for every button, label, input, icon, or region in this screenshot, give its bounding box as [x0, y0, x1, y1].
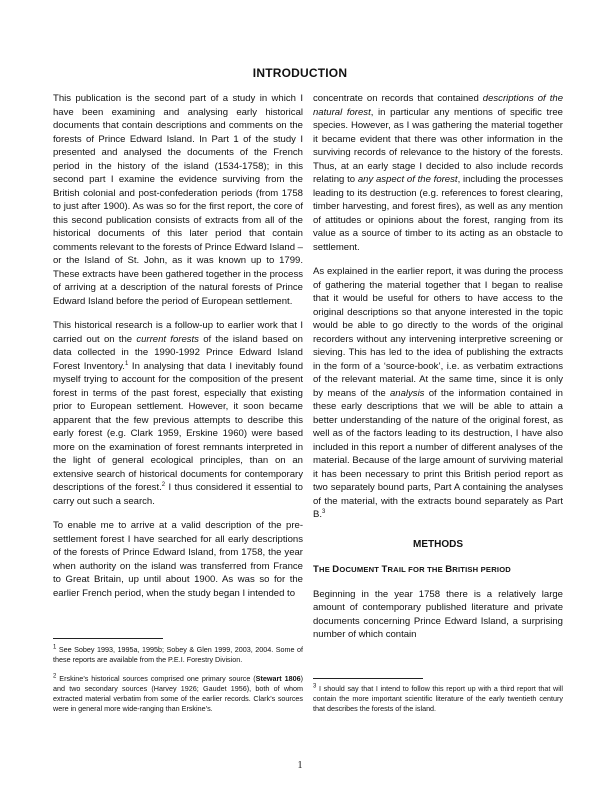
cap: T [313, 564, 320, 575]
paragraph [313, 92, 563, 254]
text-run: of the information contained in these early descriptions that we will be able to attain a better understanding of the nature of the original forest, as well as of the factors leading to its destruction, I have also included in this report a number of different analyses of the material. Because of the large amount of surviving material it has been necessary to print this British period report as two separately bound parts, Part A containing the analyses of the material, with the extracts bound separately as Part B. [313, 387, 563, 520]
paragraph: This publication is the second part of a study in which I have been examining and analysing early historical documents that contain descriptions and comments on the forests of Prince Edward Island. In Part 1 of the study I presented and analysed the documents of the French period in the history of the island (1534-1758); in this second part I examine the evidence surviving from the British colonial and post-confederation periods (from 1758 to just after 1900). As was so for the first report, the core of this second publication consists of extracts from all of the historical documents of this later period that contain comments relevant to the forests of Prince Edward Island – or the Island of St. John, as it was known up to 1799. These extracts have been gathered together in the process of arriving at a description of the natural forests of Prince Edward Island before the period of European settlement. [53, 93, 303, 307]
footnote-ref-3: 3 [322, 508, 326, 515]
footnote-ref-1: 1 [124, 360, 129, 367]
text-run: , including the processes leading to its destruction (e.g. references to forest clearing, timber harvesting, and forest fires), as well as any mention of attitudes or opinions about the forest, ranging from its value as a source of timber to its acting as an obstacle to settlement. [313, 174, 563, 253]
smallcaps: RITISH PERIOD [452, 565, 511, 574]
text-run: This historical research is a follow-up to earlier work that I carried out on the [53, 320, 303, 345]
cap: T [381, 564, 388, 575]
methods-heading: METHODS [413, 538, 463, 550]
footnote-number: 1 [53, 644, 57, 651]
footnote-3 [313, 684, 563, 714]
emphasis-text: current forests [136, 333, 199, 345]
text-run: of the island based on data collected in the 1990-1992 Prince Edward Island Forest Inventory. [53, 333, 303, 372]
smallcaps: OCUMENT [339, 565, 382, 574]
emphasis-text: descriptions of the natural forest [313, 93, 563, 118]
paragraph: To enable me to arrive at a valid description of the pre-settlement forest I have searched for all early descriptions of the forests of Prince Edward Island, from 1758, the year when authority on the island was transferred from France to Great Britain, up until about 1900. As was so for the earlier French period, when the study began I intended to [53, 520, 303, 599]
text-run: In analysing that data I inevitably found myself trying to account for the composition of the present forest in terms of the past forest, especially that existing prior to European settlement. However, it soon became apparent that the few previous attempts to describe this early forest (e.g. Clark 1959, Erskine 1960) were based more on the examination of forest remnants interpreted in the light of general ecological principles, than on an extensive search of historical documents for contemporary descriptions of the forest. [53, 360, 304, 493]
footnote-text: ) and two secondary sources (Harvey 1926; Gaudet 1956), both of whom extracted material verbatim from some of the earlier records. Clark’s sources were in general more wide-ranging than Erskine’s. [53, 674, 303, 713]
footnotes-left [53, 645, 303, 723]
footnote-text: Erskine’s historical sources comprised one primary source ( [56, 674, 256, 683]
smallcaps: HE [319, 565, 333, 574]
smallcaps: RAIL FOR THE [387, 565, 446, 574]
footnote-2 [53, 674, 303, 714]
left-column [53, 92, 303, 611]
text-run: I thus considered it essential to carry out such a search. [53, 482, 303, 507]
paragraph: Beginning in the year 1758 there is a relatively large amount of contemporary published literature and private documents concerning Prince Edward Island, a surprising number of which contain [313, 588, 563, 640]
emphasis-text: analysis [389, 387, 425, 399]
footnote-text: See Sobey 1993, 1995a, 1995b; Sobey & Glen 1999, 2003, 2004. Some of these reports are available from the P.E.I. Forestry Division. [53, 645, 303, 664]
text-run: concentrate on records that contained [313, 93, 483, 104]
footnote-text: I should say that I intend to follow this report up with a third report that will contain the more important scientific literature of the early twentieth century that describes the forests of the island. [313, 684, 563, 713]
footnote-ref-2: 2 [161, 481, 166, 488]
subsection-heading [313, 563, 563, 577]
footnote-bold-ref: Stewart 1806 [255, 674, 301, 683]
page-number: 1 [297, 760, 303, 771]
text-run: , in particular any mentions of specific tree species. However, as I was gathering the material together it became evident that there was other information in the surviving records of relevance to the history of the forests. Thus, at an early stage I decided to also include records relating to [313, 106, 563, 185]
footnote-divider [53, 638, 163, 639]
cap: D [332, 564, 340, 575]
footnote-number: 2 [53, 673, 57, 680]
text-run: As explained in the earlier report, it was during the process of gathering the material together that I began to realise that it would be useful for others to have access to the original descriptions so that anyone interested in the topic would be able to go directly to the words of the original recorders without any intervening interpretive screening or sieving. This has led to the idea of publishing the extracts in the form of a ‘source-book’, i.e. as verbatim extractions of the relevant material. At the same time, since it is only by means of the [313, 266, 563, 399]
cap: B [445, 564, 453, 575]
footnote-divider [313, 678, 423, 679]
right-column [313, 92, 563, 653]
emphasis-text: any aspect of the forest [357, 174, 458, 185]
footnote-1 [53, 645, 303, 665]
footnotes-right [313, 684, 563, 723]
page-title: INTRODUCTION [252, 66, 348, 80]
paragraph [53, 319, 303, 508]
paragraph [313, 265, 563, 522]
footnote-number: 3 [313, 683, 317, 690]
